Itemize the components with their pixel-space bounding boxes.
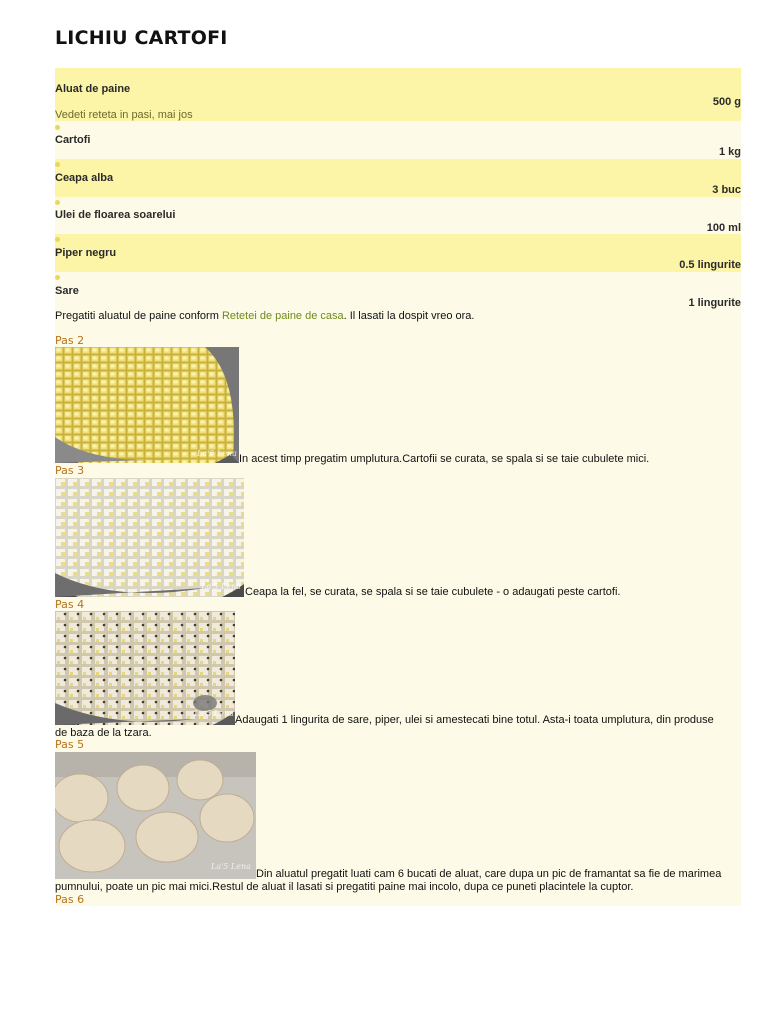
ingredient-row — [55, 234, 741, 272]
ingredient-name: Ceapa alba — [55, 172, 114, 184]
watermark: La'5 Lena — [194, 709, 234, 718]
ingredient-qty: 1 lingurite — [688, 297, 741, 309]
ingredient-qty: 3 buc — [712, 184, 741, 196]
onion-image — [55, 478, 244, 597]
ingredient-note: Vedeti reteta in pasi, mai jos — [55, 109, 193, 121]
watermark: La'5 Lena — [197, 449, 237, 458]
potatoes-image — [55, 347, 239, 463]
bullet-icon — [55, 162, 60, 167]
step-caption: In acest timp pregatim umplutura.Cartofii se curata, se spala si se taie cubulete mici. — [239, 453, 650, 465]
watermark: La'5 Lena — [201, 582, 241, 591]
ingredient-name: Ulei de floarea soarelui — [55, 209, 176, 221]
step-label: Pas 6 — [55, 893, 85, 906]
ingredient-name: Sare — [55, 285, 79, 297]
step-photo-dough — [55, 752, 256, 879]
ingredient-qty: 1 kg — [718, 146, 741, 158]
ingredient-name: Aluat de paine — [55, 83, 131, 95]
step-caption: Ceapa la fel, se curata, se spala si se taie cubulete - o adaugati peste cartofi. — [245, 586, 621, 598]
ingredient-row — [55, 68, 741, 121]
step-label: Pas 4 — [55, 598, 85, 611]
intro-text — [55, 310, 474, 323]
ingredient-name: Piper negru — [55, 247, 117, 259]
step-caption: Adaugati 1 lingurita de sare, piper, ulei si amestecati bine totul. Asta-i toata umplutura, din produse de baza de la tzara. — [55, 714, 714, 739]
page-title: LICHIU CARTOFI — [55, 27, 228, 49]
intro-text-end: . Il lasati la dospit vreo ora. — [343, 310, 475, 322]
step-label: Pas 2 — [55, 334, 85, 347]
ingredient-row — [55, 197, 741, 234]
step-label: Pas 3 — [55, 464, 85, 477]
step-photo-potatoes — [55, 347, 239, 463]
dough-balls-image — [55, 752, 256, 879]
bullet-icon — [55, 200, 60, 205]
ingredient-row — [55, 272, 741, 312]
step-photo-onion — [55, 478, 244, 597]
ingredient-row — [55, 159, 741, 197]
watermark: La'5 Lena — [211, 862, 251, 871]
bullet-icon — [55, 275, 60, 280]
step-label: Pas 5 — [55, 738, 85, 751]
filling-image — [55, 611, 235, 725]
ingredient-qty: 0.5 lingurite — [679, 259, 741, 271]
ingredient-row — [55, 121, 741, 159]
bread-recipe-link[interactable]: Retetei de paine de casa — [221, 310, 344, 322]
ingredient-qty: 500 g — [712, 96, 741, 108]
bullet-icon — [55, 237, 60, 242]
step-photo-filling — [55, 611, 235, 725]
intro-text-start: Pregatiti aluatul de paine conform — [55, 310, 222, 322]
ingredient-name: Cartofi — [55, 134, 91, 146]
ingredient-qty: 100 ml — [706, 222, 741, 234]
step-caption: Din aluatul pregatit luati cam 6 bucati de aluat, care dupa un pic de framantat sa fie de marimea pumnului, poate un pic mai mici.Restul de aluat il lasati si pregatiti paine mai incolo, dupa ce puneti placintele la cuptor. — [55, 868, 722, 893]
